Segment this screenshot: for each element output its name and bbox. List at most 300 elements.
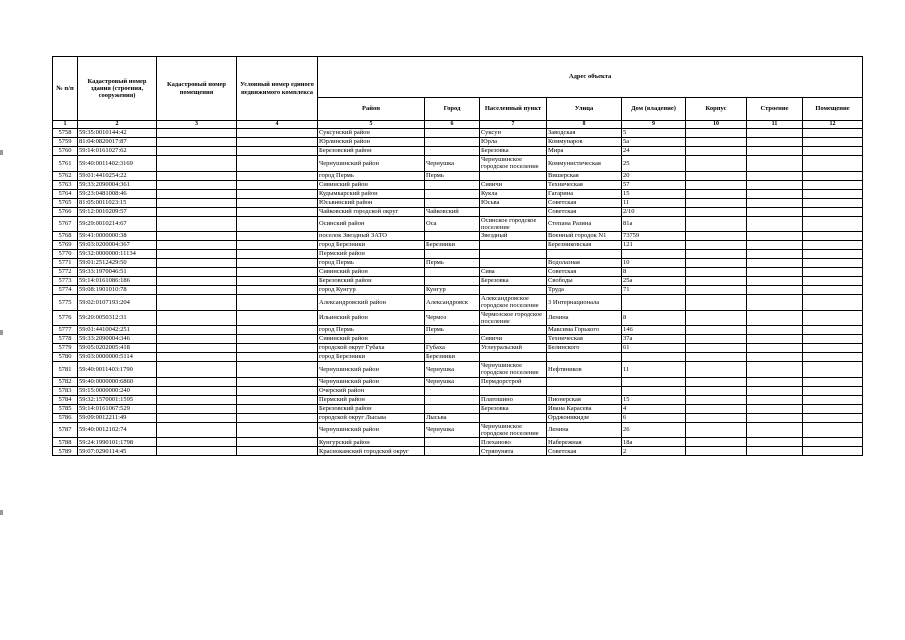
city-cell: Чермоз [425,310,480,326]
house-cell: 8 [622,310,686,326]
building-cell [747,344,803,353]
street-cell: Вишерская [547,171,622,180]
settlement-cell [480,353,547,362]
district-cell: городской округ Лысьва [318,413,425,422]
settlement-cell: Юрла [480,138,547,147]
korpus-cell [686,189,747,198]
city-cell: Лысьва [425,413,480,422]
house-cell: 24 [622,147,686,156]
building-cell [747,362,803,378]
table-row [53,413,863,422]
district-cell: Юсьвинский район [318,198,425,207]
city-cell [425,277,480,286]
city-cell: Чернушка [425,156,480,172]
conditional-number-cell [237,189,318,198]
house-cell: 146 [622,326,686,335]
district-cell: город Пермь [318,171,425,180]
settlement-cell [480,286,547,295]
room-cell [803,232,863,241]
cadastral-room-cell [157,250,237,259]
building-cell [747,198,803,207]
cadastral-room-cell [157,277,237,286]
settlement-cell [480,171,547,180]
header-district: Район [318,98,425,121]
building-cell [747,277,803,286]
building-cell [747,259,803,268]
column-number: 7 [480,121,547,129]
house-cell [622,250,686,259]
korpus-cell [686,286,747,295]
cadastral-building-cell: 81:04:0820017:87 [78,138,157,147]
cadastral-building-cell: 59:07:0290114:45 [78,447,157,456]
city-cell: Пермь [425,171,480,180]
house-cell: 25 [622,156,686,172]
header-cadastral-building: Кадастровый номер здания (строения, сооружения) [78,57,157,121]
table-row [53,138,863,147]
conditional-number-cell [237,286,318,295]
cadastral-room-cell [157,377,237,386]
row-number: 5769 [53,241,78,250]
house-cell: 37а [622,335,686,344]
table-row [53,353,863,362]
cadastral-building-cell: 59:14:0161086:186 [78,277,157,286]
header-city: Город [425,98,480,121]
conditional-number-cell [237,180,318,189]
settlement-cell: Чернушинское городское поселение [480,362,547,378]
korpus-cell [686,147,747,156]
house-cell: 11 [622,198,686,207]
house-cell: 57 [622,180,686,189]
city-cell [425,447,480,456]
conditional-number-cell [237,386,318,395]
table-row [53,395,863,404]
room-cell [803,250,863,259]
row-number: 5778 [53,335,78,344]
building-cell [747,335,803,344]
street-cell: Техническая [547,180,622,189]
city-cell [425,180,480,189]
korpus-cell [686,198,747,207]
korpus-cell [686,413,747,422]
settlement-cell [480,326,547,335]
building-cell [747,377,803,386]
cadastral-room-cell [157,207,237,216]
settlement-cell: Сивичи [480,180,547,189]
settlement-cell: Суксун [480,129,547,138]
city-cell [425,386,480,395]
cadastral-room-cell [157,353,237,362]
cadastral-room-cell [157,344,237,353]
settlement-cell: Стряпунята [480,447,547,456]
city-cell [425,147,480,156]
korpus-cell [686,447,747,456]
row-number: 5776 [53,310,78,326]
street-cell: Пионерская [547,395,622,404]
column-number: 4 [237,121,318,129]
settlement-cell: Осинское городское поселение [480,216,547,232]
table-row [53,198,863,207]
district-cell: Осинский район [318,216,425,232]
cadastral-building-cell: 81:05:0011023:15 [78,198,157,207]
cadastral-room-cell [157,268,237,277]
cadastral-room-cell [157,362,237,378]
settlement-cell: Юсьва [480,198,547,207]
korpus-cell [686,438,747,447]
street-cell: Коммунаров [547,138,622,147]
column-number: 2 [78,121,157,129]
korpus-cell [686,241,747,250]
row-number: 5766 [53,207,78,216]
column-number: 3 [157,121,237,129]
district-cell: Ильинский район [318,310,425,326]
street-cell: Ленина [547,310,622,326]
city-cell: Чернушка [425,362,480,378]
header-house: Дом (владение) [622,98,686,121]
house-cell [622,295,686,311]
street-cell: Советская [547,198,622,207]
settlement-cell: Березовка [480,147,547,156]
table-row [53,326,863,335]
cadastral-building-cell: 59:23:0481008:46 [78,189,157,198]
cadastral-room-cell [157,147,237,156]
house-cell [622,353,686,362]
street-cell: Заводская [547,129,622,138]
table-row [53,447,863,456]
conditional-number-cell [237,377,318,386]
conditional-number-cell [237,310,318,326]
house-cell: 10 [622,259,686,268]
row-number: 5787 [53,422,78,438]
street-cell: Белинского [547,344,622,353]
row-number: 5775 [53,295,78,311]
city-cell: Чернушка [425,422,480,438]
row-number: 5788 [53,438,78,447]
city-cell: Березники [425,353,480,362]
conditional-number-cell [237,216,318,232]
row-number: 5763 [53,180,78,189]
cadastral-room-cell [157,286,237,295]
table-row [53,386,863,395]
cadastral-room-cell [157,335,237,344]
city-cell [425,129,480,138]
table-row [53,207,863,216]
row-number: 5774 [53,286,78,295]
cadastral-building-cell: 59:03:0000000:5114 [78,353,157,362]
building-cell [747,353,803,362]
district-cell: Кудымкарский район [318,189,425,198]
korpus-cell [686,326,747,335]
room-cell [803,277,863,286]
cadastral-building-cell: 59:12:0010209:57 [78,207,157,216]
house-cell: 20 [622,171,686,180]
header-address: Адрес объекта [318,57,863,98]
building-cell [747,180,803,189]
korpus-cell [686,404,747,413]
room-cell [803,180,863,189]
row-number: 5781 [53,362,78,378]
table-row [53,180,863,189]
row-number: 5785 [53,404,78,413]
building-cell [747,207,803,216]
district-cell: Березовский район [318,277,425,286]
building-cell [747,147,803,156]
house-cell [622,386,686,395]
building-cell [747,422,803,438]
room-cell [803,216,863,232]
city-cell [425,198,480,207]
row-number: 5759 [53,138,78,147]
house-cell: 5а [622,138,686,147]
street-cell: Ивана Карасева [547,404,622,413]
street-cell: Степана Разина [547,216,622,232]
cadastral-building-cell: 59:14:0161027:62 [78,147,157,156]
city-cell [425,138,480,147]
house-cell: 25а [622,277,686,286]
cadastral-room-cell [157,156,237,172]
building-cell [747,216,803,232]
cadastral-building-cell: 59:32:1570001:1595 [78,395,157,404]
building-cell [747,395,803,404]
row-number: 5762 [53,171,78,180]
building-cell [747,286,803,295]
conditional-number-cell [237,326,318,335]
cadastral-building-cell: 59:33:1970046:51 [78,268,157,277]
conditional-number-cell [237,422,318,438]
table-row [53,216,863,232]
building-cell [747,310,803,326]
building-cell [747,250,803,259]
building-cell [747,138,803,147]
settlement-cell: Плеханово [480,438,547,447]
conditional-number-cell [237,447,318,456]
building-cell [747,326,803,335]
register-table [52,56,863,456]
table-row [53,422,863,438]
table-row [53,286,863,295]
korpus-cell [686,259,747,268]
district-cell: Пермский район [318,250,425,259]
district-cell: Чернушинский район [318,422,425,438]
scan-mark [0,330,3,335]
room-cell [803,310,863,326]
cadastral-room-cell [157,404,237,413]
column-number: 10 [686,121,747,129]
korpus-cell [686,335,747,344]
header-room: Помещение [803,98,863,121]
scan-mark [0,150,3,155]
row-number: 5771 [53,259,78,268]
row-number: 5789 [53,447,78,456]
city-cell [425,395,480,404]
street-cell: Набережная [547,438,622,447]
korpus-cell [686,395,747,404]
district-cell: Березовский район [318,404,425,413]
conditional-number-cell [237,129,318,138]
header-korpus: Корпус [686,98,747,121]
korpus-cell [686,362,747,378]
cadastral-building-cell: 59:41:0000000:38 [78,232,157,241]
street-cell [547,353,622,362]
district-cell: город Кунгур [318,286,425,295]
korpus-cell [686,344,747,353]
city-cell [425,268,480,277]
table-row [53,241,863,250]
city-cell: Оса [425,216,480,232]
cadastral-building-cell: 59:08:1901010:78 [78,286,157,295]
room-cell [803,147,863,156]
house-cell [622,377,686,386]
column-number: 1 [53,121,78,129]
row-number: 5761 [53,156,78,172]
building-cell [747,404,803,413]
korpus-cell [686,295,747,311]
cadastral-room-cell [157,438,237,447]
korpus-cell [686,250,747,259]
settlement-cell: Березовка [480,277,547,286]
district-cell: Александровский район [318,295,425,311]
street-cell: Советская [547,207,622,216]
district-cell: Сивинский район [318,180,425,189]
scan-mark [0,510,3,515]
conditional-number-cell [237,344,318,353]
room-cell [803,386,863,395]
settlement-cell: Березовка [480,404,547,413]
house-cell: 81а [622,216,686,232]
room-cell [803,189,863,198]
cadastral-building-cell: 59:09:0012211:49 [78,413,157,422]
cadastral-room-cell [157,180,237,189]
header-cadastral-room: Кадастровый номер помещения [157,57,237,121]
korpus-cell [686,386,747,395]
row-number: 5770 [53,250,78,259]
house-cell: 6 [622,413,686,422]
street-cell: Водолазная [547,259,622,268]
cadastral-room-cell [157,295,237,311]
room-cell [803,241,863,250]
cadastral-room-cell [157,447,237,456]
room-cell [803,422,863,438]
room-cell [803,138,863,147]
cadastral-building-cell: 59:20:0050312:31 [78,310,157,326]
row-number: 5758 [53,129,78,138]
building-cell [747,189,803,198]
house-cell: 2 [622,447,686,456]
cadastral-room-cell [157,198,237,207]
conditional-number-cell [237,335,318,344]
settlement-cell [480,241,547,250]
row-number: 5784 [53,395,78,404]
cadastral-room-cell [157,189,237,198]
cadastral-building-cell: 59:35:0010144:42 [78,129,157,138]
house-cell: 4 [622,404,686,413]
street-cell: Мира [547,147,622,156]
cadastral-building-cell: 59:40:0011403:1790 [78,362,157,378]
house-cell: 11 [622,362,686,378]
district-cell: Очерский район [318,386,425,395]
district-cell: город Пермь [318,326,425,335]
cadastral-room-cell [157,232,237,241]
korpus-cell [686,277,747,286]
row-number: 5773 [53,277,78,286]
row-number: 5768 [53,232,78,241]
korpus-cell [686,180,747,189]
column-number: 6 [425,121,480,129]
room-cell [803,198,863,207]
district-cell: Юрлинский район [318,138,425,147]
cadastral-building-cell: 59:01:4410254:22 [78,171,157,180]
row-number: 5764 [53,189,78,198]
row-number: 5760 [53,147,78,156]
house-cell: 18а [622,438,686,447]
district-cell: Чайковский городской округ [318,207,425,216]
house-cell: 5 [622,129,686,138]
building-cell [747,241,803,250]
korpus-cell [686,138,747,147]
table-row [53,250,863,259]
cadastral-room-cell [157,395,237,404]
conditional-number-cell [237,198,318,207]
house-cell: 71 [622,286,686,295]
korpus-cell [686,216,747,232]
cadastral-building-cell: 59:40:0012102:74 [78,422,157,438]
cadastral-room-cell [157,171,237,180]
column-number: 12 [803,121,863,129]
district-cell: Сивинский район [318,268,425,277]
korpus-cell [686,422,747,438]
settlement-cell: Углеуральский [480,344,547,353]
column-number: 9 [622,121,686,129]
column-number: 8 [547,121,622,129]
cadastral-building-cell: 59:01:2512429:50 [78,259,157,268]
cadastral-room-cell [157,216,237,232]
cadastral-room-cell [157,310,237,326]
conditional-number-cell [237,241,318,250]
conditional-number-cell [237,250,318,259]
row-number: 5777 [53,326,78,335]
row-number: 5767 [53,216,78,232]
room-cell [803,335,863,344]
settlement-cell: Звездный [480,232,547,241]
row-number: 5772 [53,268,78,277]
table-row [53,295,863,311]
header-conditional-number: Условный номер единого недвижимого комплекса [237,57,318,121]
room-cell [803,413,863,422]
room-cell [803,395,863,404]
settlement-cell: Чернушинское городское поселение [480,422,547,438]
row-number: 5782 [53,377,78,386]
room-cell [803,447,863,456]
korpus-cell [686,377,747,386]
building-cell [747,268,803,277]
korpus-cell [686,171,747,180]
korpus-cell [686,353,747,362]
house-cell: 121 [622,241,686,250]
table-row [53,189,863,198]
district-cell: Березовский район [318,147,425,156]
column-number: 11 [747,121,803,129]
house-cell: 15 [622,189,686,198]
table-row [53,438,863,447]
room-cell [803,404,863,413]
table-row [53,147,863,156]
settlement-cell: Александровское городское поселение [480,295,547,311]
city-cell [425,250,480,259]
cadastral-room-cell [157,326,237,335]
table-row [53,259,863,268]
korpus-cell [686,129,747,138]
district-cell: Чернушинский район [318,156,425,172]
table-row [53,156,863,172]
